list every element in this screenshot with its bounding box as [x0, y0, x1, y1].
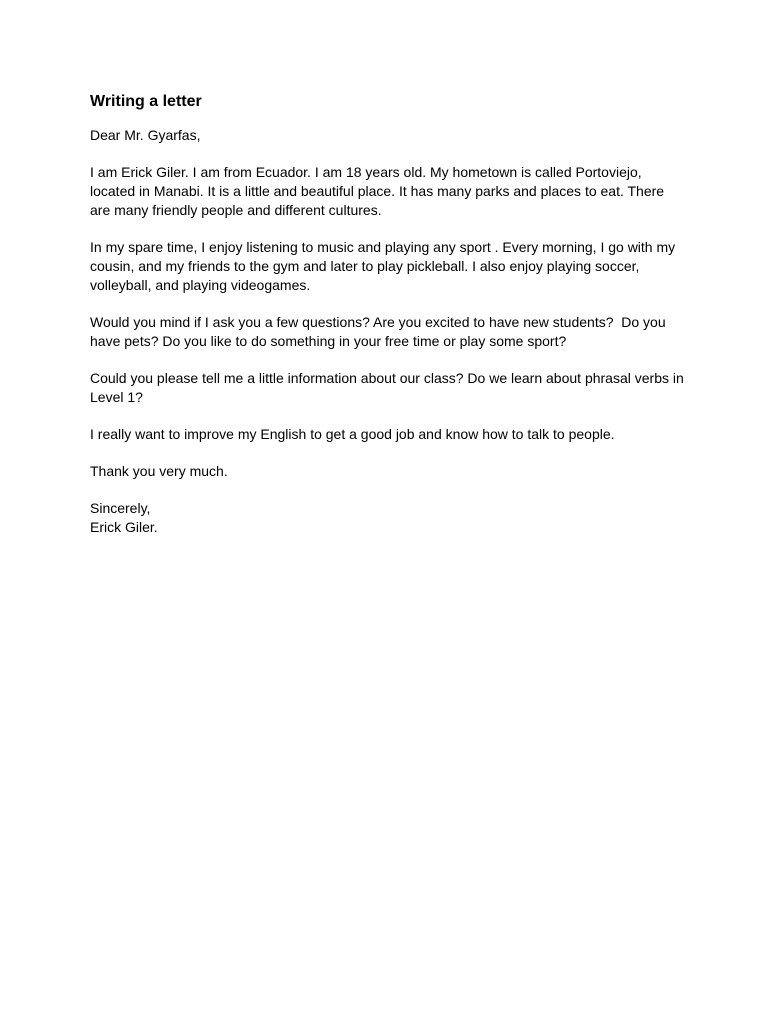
letter-body [90, 92, 686, 537]
paragraph-introduction: I am Erick Giler. I am from Ecuador. I am 18 years old. My hometown is called Portoviejo, located in Manabi. It is a little and beautiful place. It has many parks and places to eat. There are many friendly people and different cultures. [90, 164, 668, 218]
paragraph-thanks: Thank you very much. [90, 463, 228, 479]
paragraph-goals: I really want to improve my English to get a good job and know how to talk to people. [90, 426, 615, 442]
letter-signature: Erick Giler. [90, 519, 158, 535]
paragraph-class-info: Could you please tell me a little information about our class? Do we learn about phrasal verbs in Level 1? [90, 370, 688, 405]
paragraph-questions: Would you mind if I ask you a few questions? Are you excited to have new students? Do you have pets? Do you like to do something in your free time or play some sport? [90, 314, 670, 349]
letter-closing: Sincerely, [90, 500, 151, 516]
paragraph-hobbies: In my spare time, I enjoy listening to music and playing any sport . Every morning, I go with my cousin, and my friends to the gym and later to play pickleball. I also enjoy playing soccer, volleyball, and playing videogames. [90, 239, 680, 293]
document-title: Writing a letter [90, 93, 202, 110]
letter-greeting: Dear Mr. Gyarfas, [90, 127, 201, 143]
